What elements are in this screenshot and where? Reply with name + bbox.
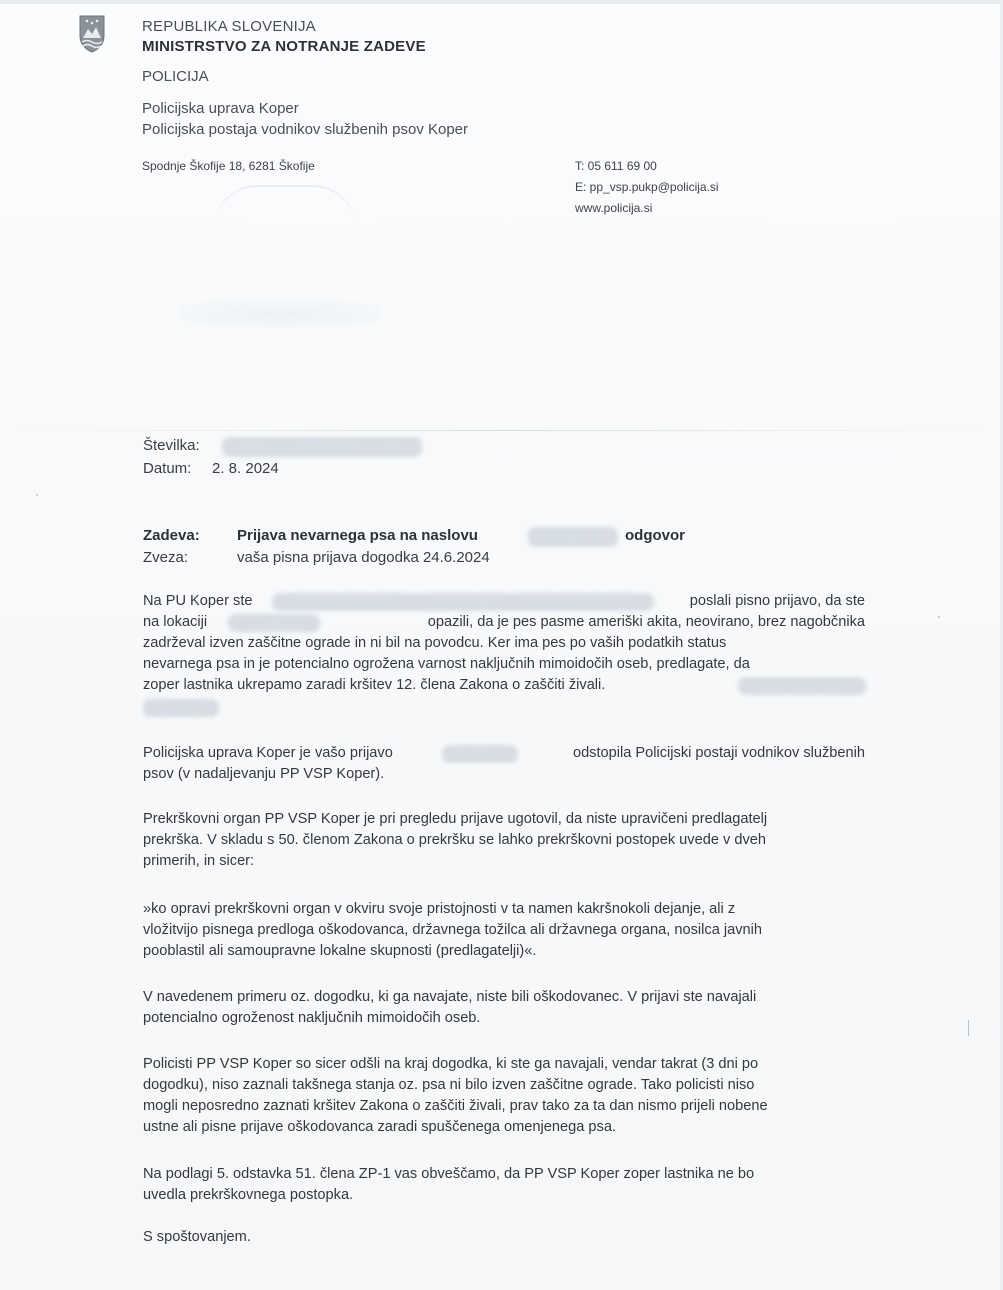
redacted-text — [143, 699, 219, 717]
contact-email: E: pp_vsp.pukp@policija.si — [575, 180, 719, 194]
header-police-station: Policijska postaja vodnikov službenih psov Koper — [142, 121, 469, 138]
text-line — [143, 1164, 865, 1185]
text-line — [143, 809, 865, 830]
text-line — [143, 1096, 865, 1117]
scan-speck — [36, 494, 38, 496]
slovenia-coat-of-arms-icon — [78, 14, 106, 54]
reference-label: Zveza: — [143, 549, 189, 566]
paragraph-police-visit — [143, 1054, 865, 1138]
text-segment: vložitvijo pisnega predloga oškodovanca, državnega tožilca ali državnega organa, nosilca javnih — [143, 922, 762, 938]
contact-phone: T: 05 611 69 00 — [575, 159, 657, 173]
text-segment: opazili, da je pes pasme ameriški akita, neovirano, brez nagobčnika — [427, 614, 865, 630]
text-line — [143, 1185, 865, 1206]
sender-address: Spodnje Škofije 18, 6281 Škofije — [142, 159, 315, 173]
text-line — [143, 1117, 865, 1138]
text-line — [143, 899, 865, 920]
text-line — [143, 830, 865, 851]
paragraph-finding — [143, 809, 865, 872]
closing-salutation: S spoštovanjem. — [143, 1229, 251, 1245]
text-segment: zoper lastnika ukrepamo zaradi kršitev 12. člena Zakona o zaščiti živali. — [143, 677, 606, 693]
text-segment: zadrževal izven zaščitne ograde in ni bil na povodcu. Ker ima pes po vaših podatkih status — [143, 635, 727, 651]
text-line — [143, 920, 865, 941]
text-segment: Prekrškovni organ PP VSP Koper je pri pregledu prijave ugotovil, da niste upravičeni predlagatelj — [143, 811, 768, 827]
reference-number-label: Številka: — [143, 437, 200, 454]
page-top-edge — [0, 0, 1003, 4]
text-segment: dogodku), niso zaznali takšnega stanja oz. psa ni bilo izven zaščitne ograde. Tako policisti niso — [143, 1077, 755, 1093]
redacted-complaint-number — [442, 745, 518, 763]
text-segment: pooblastil ali samoupravne lokalne skupnosti (predlagatelji)«. — [143, 943, 537, 959]
text-line — [143, 851, 865, 872]
text-segment: mogli neposredno zaznati kršitev Zakona o zaščiti živali, prav tako za ta dan nismo prijeli nobene — [143, 1098, 768, 1114]
redacted-text — [738, 677, 866, 695]
reference-text: vaša pisna prijava dogodka 24.6.2024 — [237, 549, 490, 566]
text-segment: ustne ali pisne prijave oškodovanca zaradi spuščenega omenjenega psa. — [143, 1119, 616, 1135]
date-value: 2. 8. 2024 — [212, 460, 279, 477]
redacted-address — [528, 527, 618, 547]
header-policija: POLICIJA — [142, 68, 209, 85]
subject-label: Zadeva: — [143, 527, 200, 544]
subject-suffix: odgovor — [625, 527, 685, 544]
faint-stamp-mark — [215, 185, 355, 227]
subject-text: Prijava nevarnega psa na naslovu — [237, 527, 478, 544]
text-segment: prekrška. V skladu s 50. členom Zakona o prekršku se lahko prekrškovni postopek uvede v dveh — [143, 832, 766, 848]
paragraph-legal-quote — [143, 899, 865, 962]
paragraph-not-injured — [143, 987, 865, 1029]
faint-stamp-mark — [180, 300, 380, 328]
text-segment: Policijska uprava Koper je vašo prijavo — [143, 745, 393, 761]
text-segment: Na podlagi 5. odstavka 51. člena ZP-1 vas obveščamo, da PP VSP Koper zoper lastnika ne bo — [143, 1166, 755, 1182]
paper-fold-line — [0, 430, 1003, 431]
text-line — [143, 633, 865, 654]
paragraph-conclusion — [143, 1164, 865, 1206]
text-segment: uvedla prekrškovnega postopka. — [143, 1187, 354, 1203]
text-segment: V navedenem primeru oz. dogodku, ki ga navajate, niste bili oškodovanec. V prijavi ste navajali — [143, 989, 757, 1005]
date-label: Datum: — [143, 460, 192, 477]
scan-speck — [938, 616, 940, 618]
text-segment: primerih, in sicer: — [143, 853, 255, 869]
redacted-location — [228, 614, 320, 632]
header-ministry: MINISTRSTVO ZA NOTRANJE ZADEVE — [142, 38, 426, 55]
text-line — [143, 987, 865, 1008]
text-segment: psov (v nadaljevanju PP VSP Koper). — [143, 766, 385, 782]
text-line — [143, 1054, 865, 1075]
text-segment: Policisti PP VSP Koper so sicer odšli na kraj dogodka, ki ste ga navajali, vendar takrat (3 dni po — [143, 1056, 759, 1072]
text-segment: nevarnega psa in je potencialno ogrožena varnost naključnih mimoidočih oseb, predlagate, da — [143, 656, 750, 672]
scan-speck — [968, 1020, 969, 1036]
contact-website: www.policija.si — [575, 201, 653, 215]
redacted-sender — [272, 593, 654, 611]
text-segment: Na PU Koper ste — [143, 593, 253, 609]
redacted-reference-number — [222, 437, 422, 457]
text-segment: poslali pisno prijavo, da ste — [689, 593, 865, 609]
text-line — [143, 654, 865, 675]
text-segment: na lokaciji — [143, 614, 208, 630]
text-line — [143, 1075, 865, 1096]
text-segment: »ko opravi prekrškovni organ v okviru svoje pristojnosti v ta namen kakršnokoli dejanje, ali z — [143, 901, 736, 917]
text-line — [143, 764, 865, 785]
header-police-directorate: Policijska uprava Koper — [142, 100, 299, 117]
text-line — [143, 941, 865, 962]
header-republika: REPUBLIKA SLOVENIJA — [142, 18, 316, 35]
text-segment: potencialno ogroženost naključnih mimoidočih oseb. — [143, 1010, 481, 1026]
text-segment: odstopila Policijski postaji vodnikov službenih — [572, 745, 865, 761]
text-line — [143, 1008, 865, 1029]
